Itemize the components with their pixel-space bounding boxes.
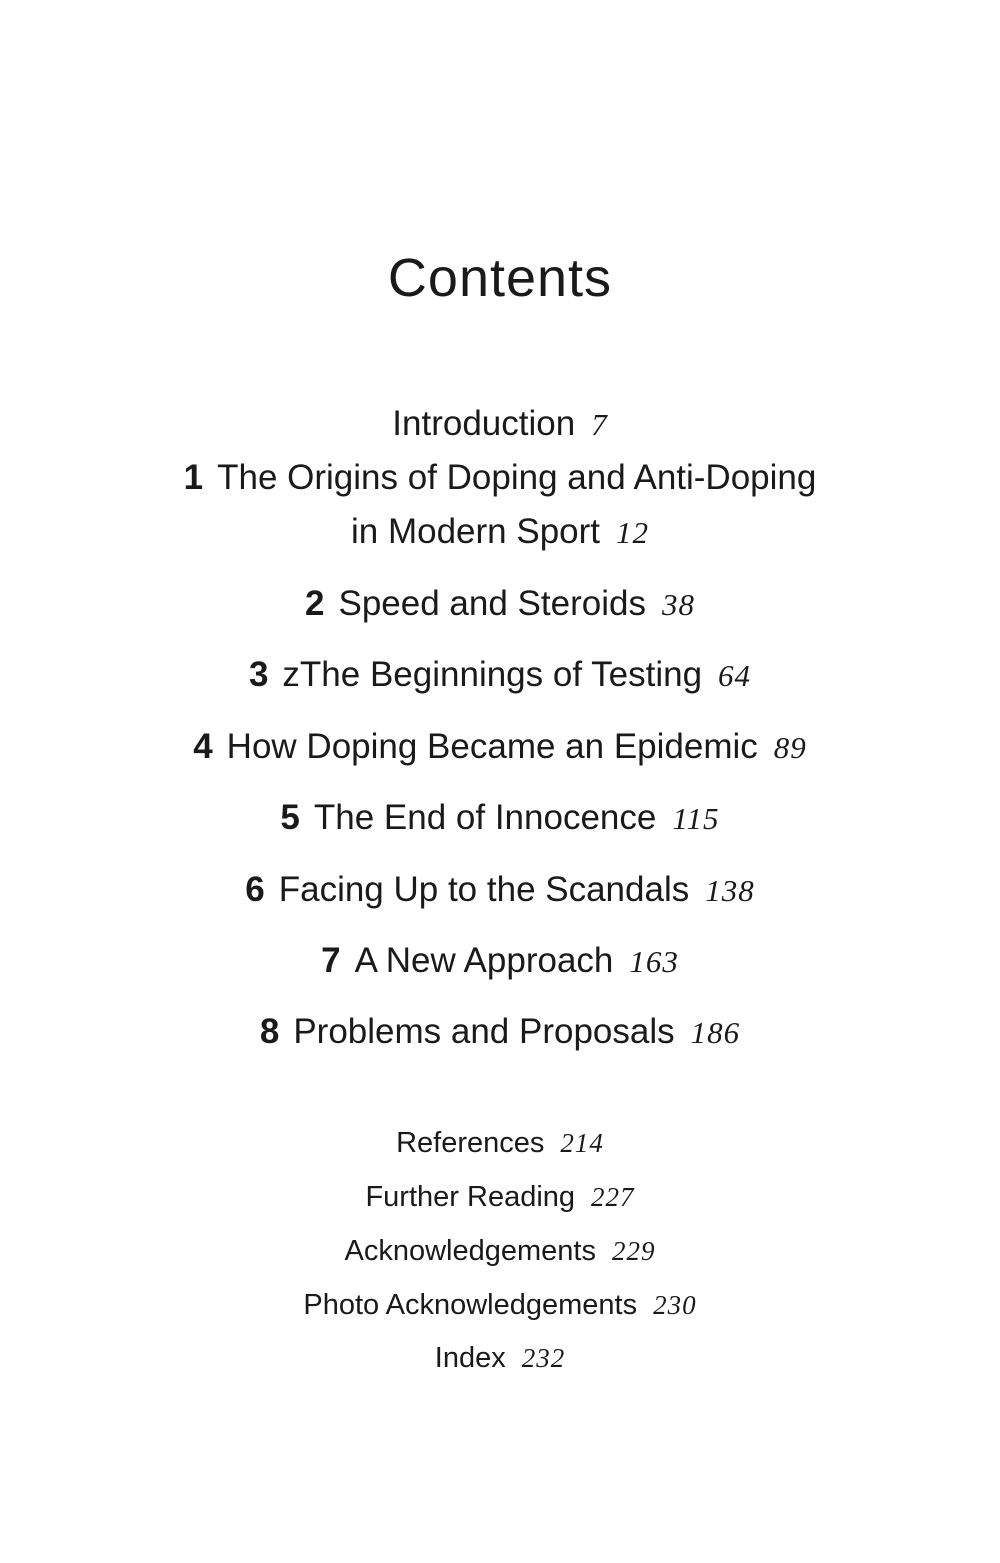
toc-page-number: 138 [705,873,755,908]
toc-page-number: 64 [718,658,752,693]
toc-entry-label: Index [434,1342,506,1374]
chapter-number: 6 [245,870,265,909]
toc-entry-label: Speed and Steroids [338,584,646,623]
toc-entry-label: Problems and Proposals [293,1012,675,1051]
toc-entry-references[interactable] [0,1124,1000,1162]
toc-entry-chapter-2[interactable] [0,582,1000,627]
toc-entry-chapter-7[interactable] [0,939,1000,984]
chapter-number: 5 [280,798,300,837]
toc-entry-acknowledgements[interactable] [0,1232,1000,1270]
toc-page-number: 89 [773,730,807,765]
chapter-number: 4 [193,727,213,766]
toc-page-number: 232 [521,1343,566,1373]
toc-page-number: 186 [690,1015,741,1050]
toc-entry-label: Acknowledgements [344,1235,596,1267]
toc-entry-label: A New Approach [354,941,614,980]
toc-entry-introduction[interactable] [0,402,1000,447]
chapter-number: 3 [248,655,269,694]
toc-entry-label-continued: in Modern Sport [350,512,601,551]
toc-entry-label: References [396,1127,545,1159]
chapter-number: 2 [305,584,325,623]
toc-entry-chapter-1[interactable] [0,456,1000,500]
toc-entry-label: The End of Innocence [313,798,657,837]
toc-page-number: 38 [661,587,695,622]
toc-entry-chapter-5[interactable] [0,796,1000,841]
chapter-number: 1 [183,458,204,497]
toc-entry-label: Facing Up to the Scandals [278,870,690,909]
toc-entry-label: Introduction [392,404,576,443]
toc-entry-photo-acknowledgements[interactable] [0,1286,1000,1324]
toc-entry-chapter-8[interactable] [0,1010,1000,1055]
toc-entry-label: The Origins of Doping and Anti-Doping [217,458,817,497]
toc-page-number: 7 [591,407,608,442]
toc-page-number: 214 [560,1128,604,1158]
toc-page-number: 12 [616,515,650,550]
toc-page-number: 229 [611,1236,656,1266]
toc-entry-label: How Doping Became an Epidemic [226,727,758,766]
toc-entry-index[interactable] [0,1339,1000,1377]
chapter-number: 8 [259,1012,280,1051]
page-title: Contents [387,248,613,308]
toc-entry-chapter-1-continued[interactable] [0,510,1000,555]
toc-page-number: 230 [653,1290,697,1320]
toc-entry-label: Photo Acknowledgements [303,1289,638,1321]
toc-page-number: 227 [591,1182,635,1212]
toc-page-number: 115 [672,801,720,836]
toc-entry-label: zThe Beginnings of Testing [282,655,703,694]
toc-entry-further-reading[interactable] [0,1178,1000,1216]
toc-entry-chapter-6[interactable] [0,868,1000,913]
chapter-number: 7 [321,941,341,980]
toc-entry-chapter-3[interactable] [0,653,1000,698]
toc-entry-label: Further Reading [365,1181,576,1213]
toc-page-number: 163 [629,944,679,979]
toc-entry-chapter-4[interactable] [0,725,1000,770]
